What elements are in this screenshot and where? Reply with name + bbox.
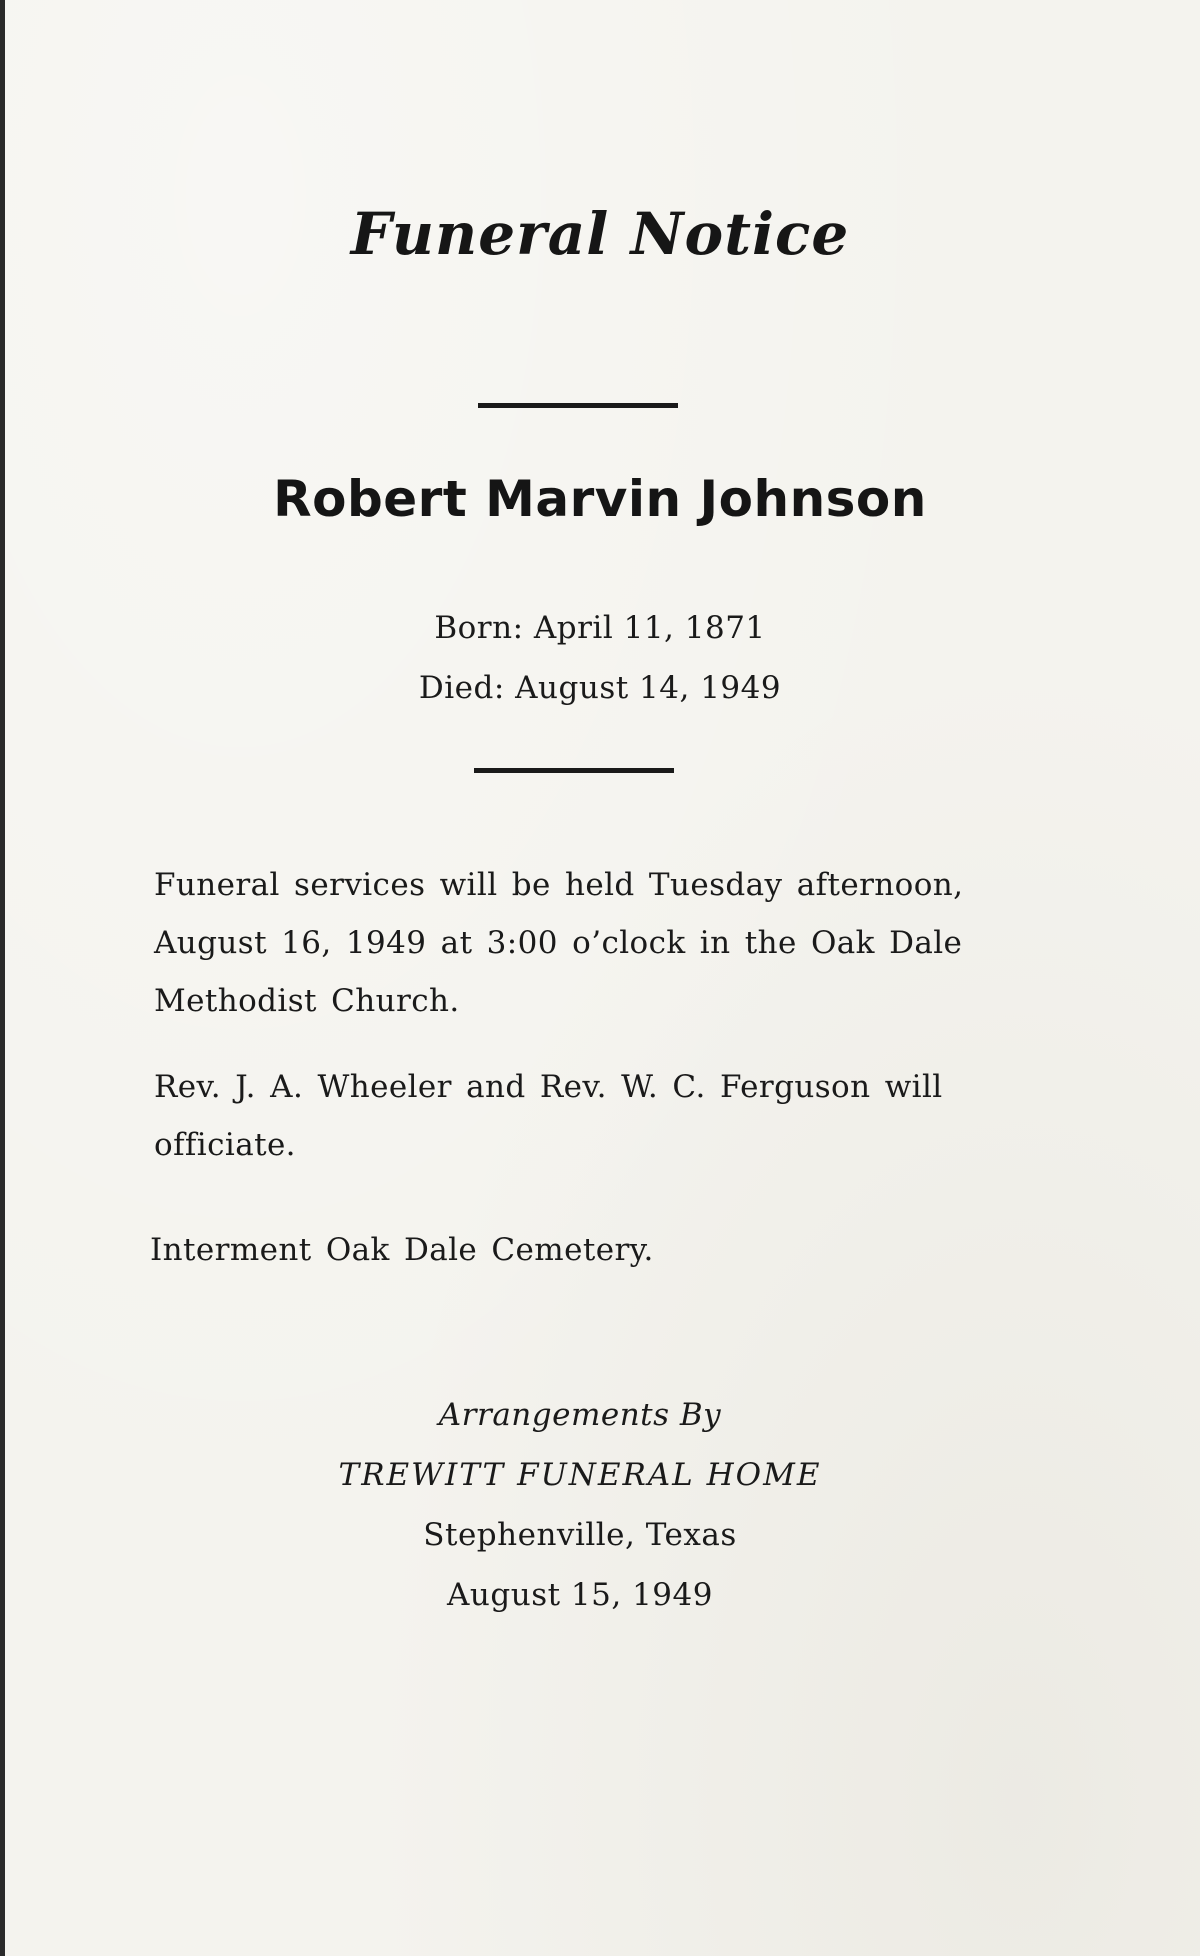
card-left-edge bbox=[0, 0, 5, 1956]
notice-heading: Funeral Notice bbox=[350, 200, 850, 268]
arrangements-label: Arrangements By bbox=[438, 1397, 722, 1433]
funeral-home-name: TREWITT FUNERAL HOME bbox=[338, 1457, 822, 1493]
notice-date: August 15, 1949 bbox=[447, 1577, 713, 1613]
arrangements-block bbox=[0, 1385, 1160, 1625]
officiants-paragraph: Rev. J. A. Wheeler and Rev. W. C. Ferguson will officiate. bbox=[154, 1069, 943, 1163]
life-dates bbox=[0, 598, 1200, 718]
deceased-name: Robert Marvin Johnson bbox=[273, 470, 927, 528]
born-date: Born: April 11, 1871 bbox=[434, 610, 766, 646]
funeral-home-location: Stephenville, Texas bbox=[423, 1517, 737, 1553]
services-paragraph: Funeral services will be held Tuesday afternoon, August 16, 1949 at 3:00 o’clock in the Oak Dale Methodist Church. bbox=[154, 867, 964, 1019]
top-divider bbox=[478, 403, 678, 408]
interment-line: Interment Oak Dale Cemetery. bbox=[150, 1232, 654, 1268]
middle-divider bbox=[474, 768, 674, 773]
died-date: Died: August 14, 1949 bbox=[418, 670, 782, 706]
